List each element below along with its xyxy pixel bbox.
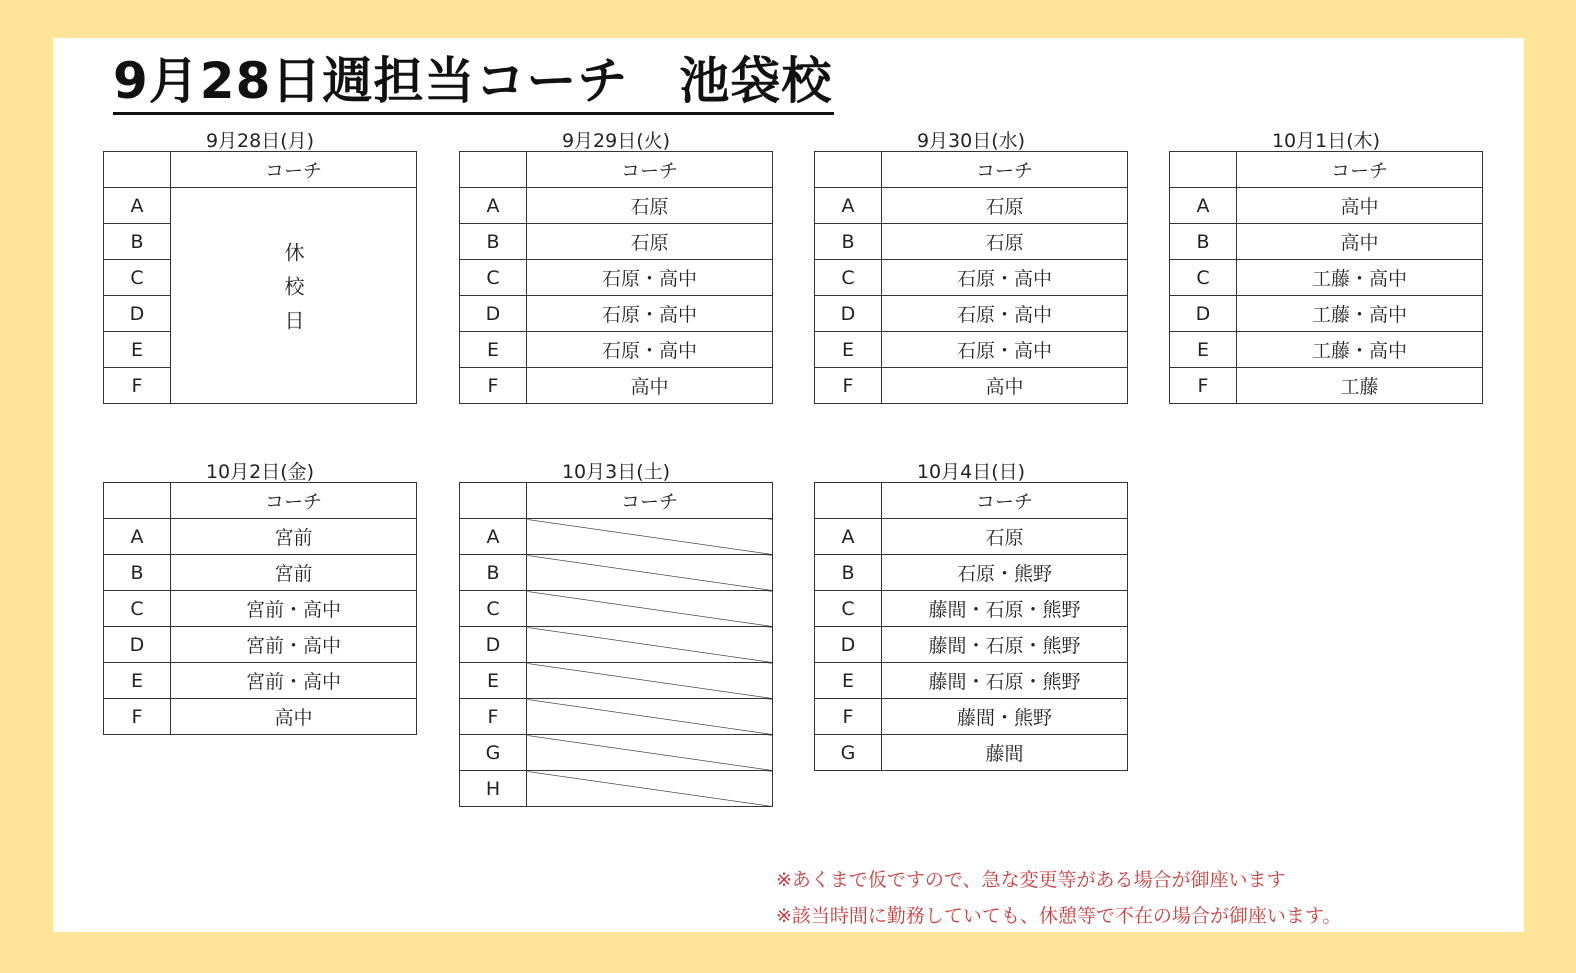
coach-table: [103, 482, 417, 735]
table-row: [815, 224, 1128, 260]
coach-cell: 宮前・高中: [171, 663, 417, 699]
coach-cell: 高中: [1237, 224, 1483, 260]
coach-cell: 石原・高中: [882, 260, 1128, 296]
slot-label: B: [460, 224, 527, 260]
slot-label: E: [460, 332, 527, 368]
slot-label: A: [815, 188, 882, 224]
unassigned-cell: [527, 627, 773, 663]
slot-label: G: [460, 735, 527, 771]
slot-label: D: [815, 296, 882, 332]
day-date: 9月28日(月): [205, 130, 315, 152]
table-row: [460, 368, 773, 404]
unassigned-cell: [527, 771, 773, 807]
day-schedule: [814, 127, 1128, 404]
unassigned-cell: [527, 699, 773, 735]
unassigned-cell: [527, 555, 773, 591]
slot-label: C: [815, 260, 882, 296]
slot-label: E: [815, 332, 882, 368]
slot-label: G: [815, 735, 882, 771]
coach-cell: 藤間: [882, 735, 1128, 771]
slot-label: D: [104, 627, 171, 663]
slot-label: F: [815, 368, 882, 404]
day-date: 9月29日(火): [561, 130, 671, 152]
slot-label: B: [104, 555, 171, 591]
table-row: [460, 663, 773, 699]
table-row: [815, 519, 1128, 555]
coach-cell: 高中: [171, 699, 417, 735]
coach-cell: 工藤・高中: [1237, 260, 1483, 296]
coach-cell: 石原: [882, 519, 1128, 555]
corner-cell: [104, 483, 171, 519]
table-row: [104, 663, 417, 699]
slot-label: C: [1170, 260, 1237, 296]
coach-cell: 藤間・石原・熊野: [882, 591, 1128, 627]
unassigned-cell: [527, 519, 773, 555]
coach-cell: 石原・高中: [527, 332, 773, 368]
coach-table: [459, 151, 773, 404]
note-line: ※該当時間に勤務していても、休憩等で不在の場合が御座います。: [776, 905, 1342, 927]
corner-cell: [1170, 152, 1237, 188]
coach-cell: 宮前: [171, 519, 417, 555]
table-row: [460, 591, 773, 627]
table-row: [104, 188, 417, 224]
slot-label: F: [104, 368, 171, 404]
coach-cell: 高中: [527, 368, 773, 404]
coach-cell: 工藤・高中: [1237, 332, 1483, 368]
coach-column-header: コーチ: [171, 483, 417, 519]
coach-table: [459, 482, 773, 807]
slot-label: B: [104, 224, 171, 260]
corner-cell: [815, 483, 882, 519]
day-date: 10月4日(日): [916, 461, 1026, 483]
day-schedule: [1169, 127, 1483, 404]
coach-cell: 石原: [527, 224, 773, 260]
table-row: [460, 555, 773, 591]
slot-label: C: [104, 260, 171, 296]
coach-cell: 藤間・石原・熊野: [882, 663, 1128, 699]
coach-column-header: コーチ: [1237, 152, 1483, 188]
slot-label: B: [460, 555, 527, 591]
coach-column-header: コーチ: [527, 483, 773, 519]
table-row: [1170, 332, 1483, 368]
slot-label: B: [815, 555, 882, 591]
coach-cell: 石原・高中: [527, 260, 773, 296]
table-row: [815, 188, 1128, 224]
day-schedule: [459, 127, 773, 404]
corner-cell: [460, 152, 527, 188]
table-row: [104, 555, 417, 591]
coach-cell: 石原・熊野: [882, 555, 1128, 591]
day-date: 10月3日(土): [561, 461, 671, 483]
table-row: [1170, 368, 1483, 404]
table-row: [815, 260, 1128, 296]
table-row: [815, 699, 1128, 735]
day-date: 10月1日(木): [1271, 130, 1381, 152]
slot-label: E: [815, 663, 882, 699]
slot-label: F: [104, 699, 171, 735]
slot-label: A: [815, 519, 882, 555]
slot-label: A: [104, 519, 171, 555]
slot-label: C: [460, 591, 527, 627]
coach-column-header: コーチ: [527, 152, 773, 188]
table-row: [460, 224, 773, 260]
unassigned-cell: [527, 663, 773, 699]
table-row: [815, 627, 1128, 663]
coach-table: [1169, 151, 1483, 404]
slot-label: F: [1170, 368, 1237, 404]
table-row: [1170, 260, 1483, 296]
coach-cell: 藤間・石原・熊野: [882, 627, 1128, 663]
table-row: [1170, 296, 1483, 332]
coach-cell: 石原・高中: [882, 296, 1128, 332]
coach-cell: 高中: [882, 368, 1128, 404]
table-row: [1170, 224, 1483, 260]
slot-label: D: [1170, 296, 1237, 332]
coach-table: [814, 482, 1128, 771]
day-date: 9月30日(水): [916, 130, 1026, 152]
table-row: [460, 699, 773, 735]
coach-cell: 高中: [1237, 188, 1483, 224]
note-line: ※あくまで仮ですので、急な変更等がある場合が御座います: [776, 869, 1286, 891]
day-schedule: [103, 458, 417, 735]
day-schedule: [459, 458, 773, 807]
slot-label: A: [104, 188, 171, 224]
table-row: [815, 735, 1128, 771]
slot-label: E: [460, 663, 527, 699]
slot-label: A: [1170, 188, 1237, 224]
slot-label: F: [460, 699, 527, 735]
coach-column-header: コーチ: [882, 483, 1128, 519]
coach-table: [814, 151, 1128, 404]
table-row: [815, 591, 1128, 627]
unassigned-cell: [527, 735, 773, 771]
coach-cell: 石原: [527, 188, 773, 224]
slot-label: D: [460, 296, 527, 332]
coach-cell: 石原・高中: [882, 332, 1128, 368]
table-row: [460, 332, 773, 368]
day-schedule: [814, 458, 1128, 771]
slot-label: F: [815, 699, 882, 735]
table-row: [460, 519, 773, 555]
slot-label: D: [104, 296, 171, 332]
unassigned-cell: [527, 591, 773, 627]
table-row: [815, 332, 1128, 368]
coach-cell: 宮前: [171, 555, 417, 591]
slot-label: D: [815, 627, 882, 663]
closed-label: 休校日: [281, 242, 305, 344]
table-row: [460, 188, 773, 224]
coach-cell: 工藤・高中: [1237, 296, 1483, 332]
slot-label: A: [460, 188, 527, 224]
page-title: 9月28日週担当コーチ 池袋校: [113, 50, 834, 115]
slot-label: F: [460, 368, 527, 404]
coach-column-header: コーチ: [171, 152, 417, 188]
slot-label: E: [1170, 332, 1237, 368]
table-row: [460, 735, 773, 771]
corner-cell: [815, 152, 882, 188]
table-row: [815, 555, 1128, 591]
table-row: [815, 663, 1128, 699]
table-row: [1170, 188, 1483, 224]
coach-cell: 石原: [882, 224, 1128, 260]
day-schedule: [103, 127, 417, 404]
table-row: [460, 771, 773, 807]
notes: [776, 862, 1341, 934]
table-row: [104, 519, 417, 555]
coach-table: [103, 151, 417, 404]
coach-cell: 工藤: [1237, 368, 1483, 404]
slot-label: B: [1170, 224, 1237, 260]
corner-cell: [104, 152, 171, 188]
table-row: [460, 296, 773, 332]
corner-cell: [460, 483, 527, 519]
table-row: [815, 368, 1128, 404]
coach-cell: 石原・高中: [527, 296, 773, 332]
coach-cell: 石原: [882, 188, 1128, 224]
slot-label: C: [815, 591, 882, 627]
slot-label: B: [815, 224, 882, 260]
coach-cell: 宮前・高中: [171, 627, 417, 663]
table-row: [460, 260, 773, 296]
closed-cell: [171, 188, 417, 404]
table-row: [104, 699, 417, 735]
slot-label: C: [460, 260, 527, 296]
table-row: [104, 591, 417, 627]
slot-label: A: [460, 519, 527, 555]
table-row: [460, 627, 773, 663]
coach-column-header: コーチ: [882, 152, 1128, 188]
slot-label: C: [104, 591, 171, 627]
table-row: [815, 296, 1128, 332]
slot-label: D: [460, 627, 527, 663]
coach-cell: 宮前・高中: [171, 591, 417, 627]
slot-label: E: [104, 663, 171, 699]
day-date: 10月2日(金): [205, 461, 315, 483]
table-row: [104, 627, 417, 663]
slot-label: H: [460, 771, 527, 807]
coach-cell: 藤間・熊野: [882, 699, 1128, 735]
slot-label: E: [104, 332, 171, 368]
